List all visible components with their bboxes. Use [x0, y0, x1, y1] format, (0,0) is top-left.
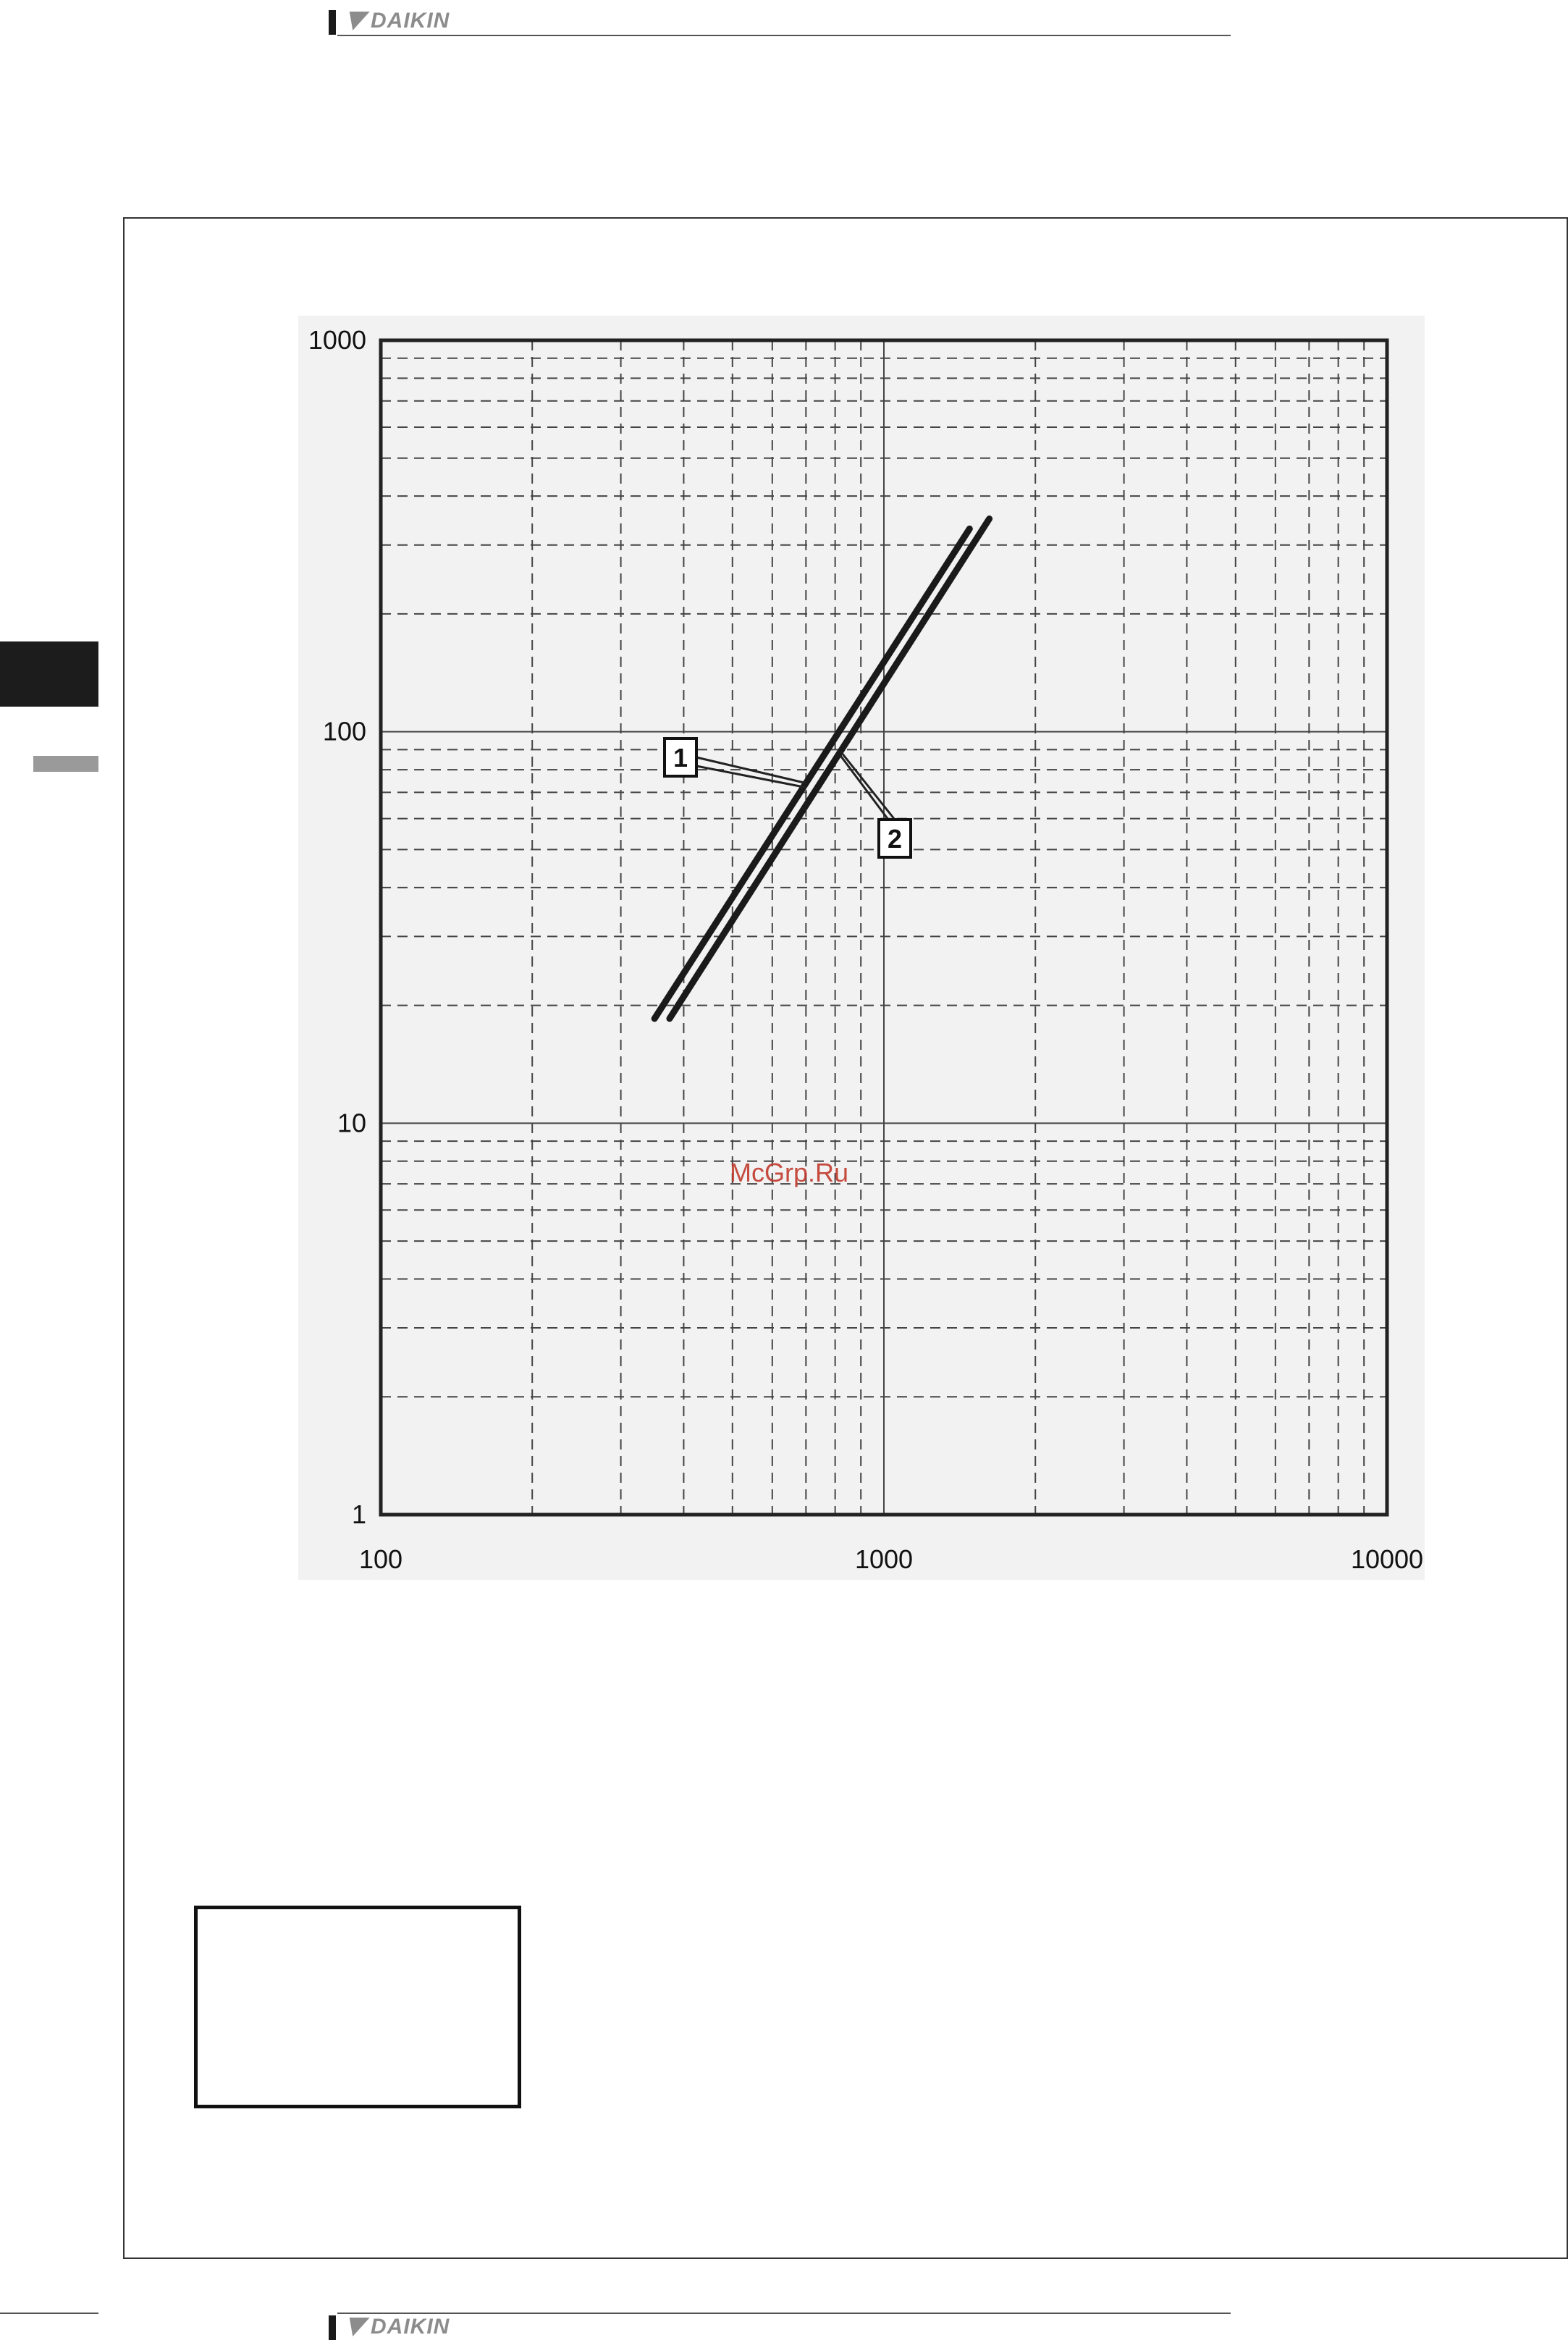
- footer-accent-bar: [329, 2315, 336, 2340]
- y-tick-label: 10: [337, 1108, 366, 1138]
- y-tick-label: 100: [322, 716, 366, 746]
- header-brand: DAIKIN: [371, 9, 450, 33]
- series-line-1: [654, 529, 969, 1019]
- footer-left-rule: [0, 2313, 98, 2314]
- daikin-logo-icon: [342, 2318, 369, 2336]
- footer-brand: DAIKIN: [371, 2315, 450, 2339]
- series-line-2: [670, 519, 990, 1019]
- watermark-text: McGrp.Ru: [729, 1158, 849, 1187]
- annotation-label: 1: [673, 743, 688, 773]
- x-tick-label: 100: [358, 1544, 403, 1574]
- y-tick-label: 1000: [308, 325, 366, 355]
- chart-grid: [381, 340, 1387, 1515]
- annotation-label: 2: [887, 824, 903, 854]
- annotation-leader: [840, 752, 895, 820]
- x-tick-label: 10000: [1350, 1544, 1424, 1574]
- footer-rule: [337, 2313, 1231, 2314]
- x-tick-label: 1000: [854, 1544, 914, 1574]
- y-tick-label: 1: [351, 1499, 366, 1529]
- footer-logo: [346, 2315, 450, 2339]
- chart-ticks: [308, 325, 1423, 1574]
- note-box: [194, 1906, 521, 2108]
